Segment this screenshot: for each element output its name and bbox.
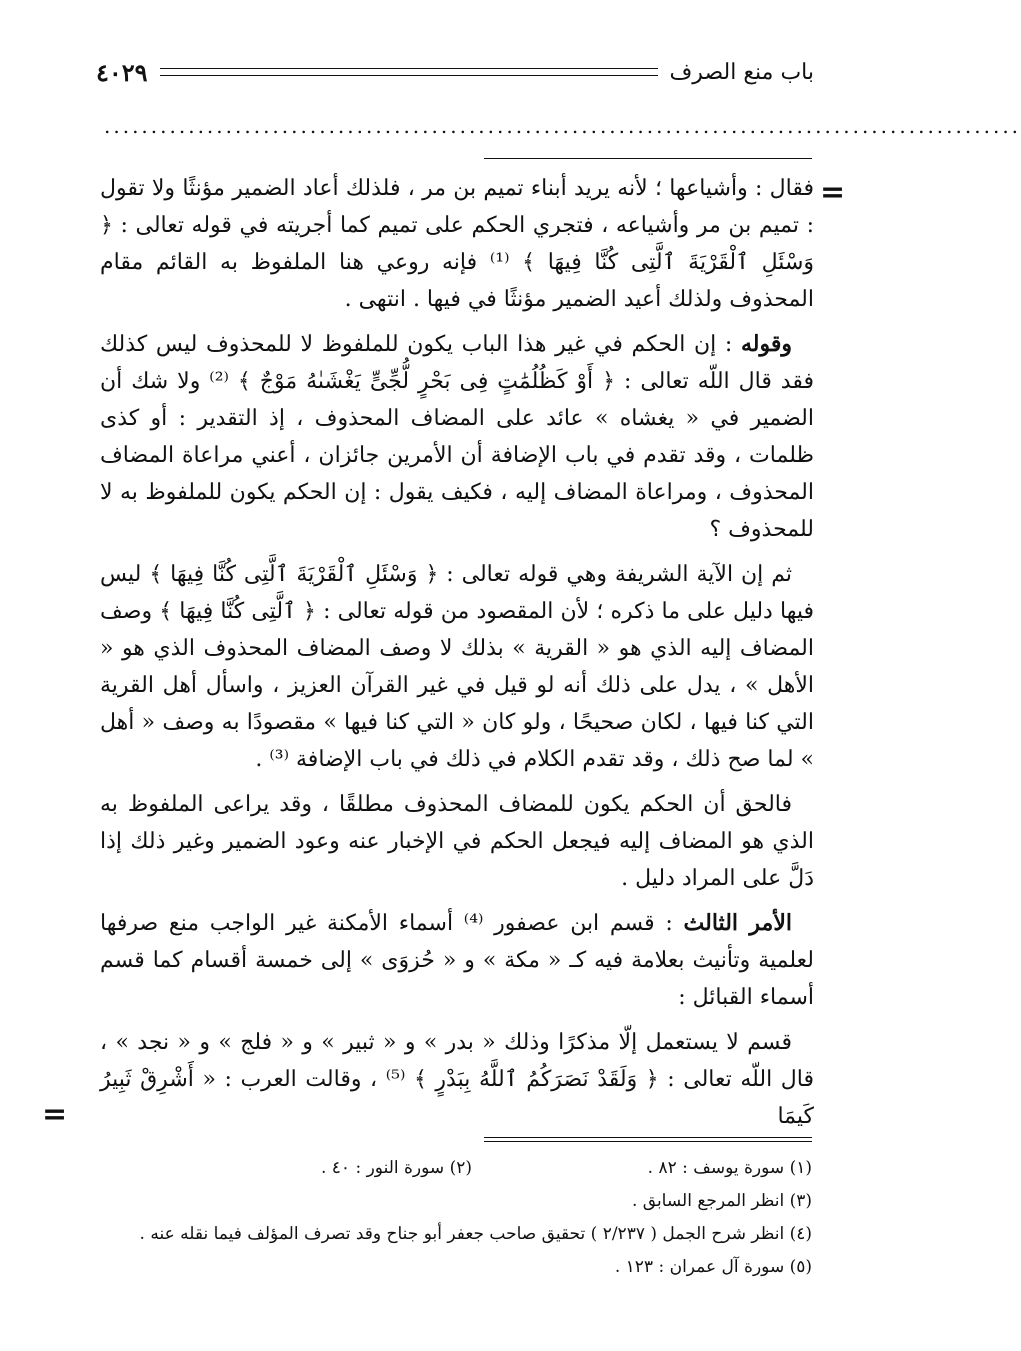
continuation-mark-start: = bbox=[820, 175, 846, 210]
paragraph-2 bbox=[100, 326, 814, 548]
dotted-separator: .................................................................................................. bbox=[104, 114, 1021, 138]
footnote-3: (٣) انظر المرجع السابق . bbox=[631, 1191, 812, 1211]
paragraph-6 bbox=[100, 1024, 814, 1135]
top-rule bbox=[484, 158, 812, 159]
paragraph-text: ثم إن الآية الشريفة وهي قوله تعالى : ﴿ وَسْئَلِ ٱلْقَرْيَةَ ٱلَّتِى كُنَّا فِيهَا ﴾ ليس فيها دليل على ما ذكره ؛ لأن المقصود من قوله تعالى : ﴿ ٱلَّتِى كُنَّا فِيهَا ﴾ وصف المضاف إليه الذي هو « القرية » بذلك لا وصف المضاف المحذوف الذي هو « الأهل » ، يدل على ذلك أنه لو قيل في غير القرآن العزيز ، واسأل أهل القرية التي كنا فيها ، لكان صحيحًا ، ولو كان « التي كنا فيها » مقصودًا به وصف « أهل » لما صح ذلك ، وقد تقدم الكلام في ذلك في باب الإضافة ⁽³⁾ . bbox=[100, 562, 814, 772]
paragraph-5 bbox=[100, 905, 814, 1016]
paragraph-3 bbox=[100, 556, 814, 778]
paragraph-text: فالحق أن الحكم يكون للمضاف المحذوف مطلقًا ، وقد يراعى الملفوظ به الذي هو المضاف إليه فيجعل الحكم في الإخبار عنه وعود الضمير وغير ذلك إذا دَلَّ على المراد دليل . bbox=[100, 792, 814, 891]
footnote-1: (١) سورة يوسف : ٨٢ . bbox=[647, 1158, 812, 1178]
footnote-5: (٥) سورة آل عمران : ١٢٣ . bbox=[614, 1257, 812, 1277]
main-text bbox=[100, 170, 814, 1143]
paragraph-text: : إن الحكم في غير هذا الباب يكون للملفوظ لا للمحذوف ليس كذلك فقد قال اللّه تعالى : ﴿ أَوْ كَظُلُمَٰتٍ فِى بَحْرٍ لُّجِّىٍّ يَغْشَىٰهُ مَوْجٌ ﴾ ⁽²⁾ ولا شك أن الضمير في « يغشاه » عائد على المضاف المحذوف ، إذ التقدير : أو كذى ظلمات ، وقد تقدم في باب الإضافة أن الأمرين جائزان ، أعني مراعاة المضاف المحذوف ، ومراعاة المضاف إليه ، فكيف يقول : إن الحكم يكون للملفوظ به لا للمحذوف ؟ bbox=[100, 332, 814, 542]
paragraph-lead: وقوله bbox=[740, 331, 792, 357]
footnotes bbox=[100, 1152, 812, 1284]
paragraph-4 bbox=[100, 786, 814, 897]
footnote-2: (٢) سورة النور : ٤٠ . bbox=[320, 1158, 472, 1178]
chapter-title: باب منع الصرف bbox=[669, 59, 814, 85]
paragraph-text: : قسم ابن عصفور ⁽⁴⁾ أسماء الأمكنة غير الواجب منع صرفها لعلمية وتأنيث بعلامة فيه كـ « مكة » و « حُزوَى » إلى خمسة أقسام كما قسم أسماء القبائل : bbox=[100, 911, 814, 1010]
page-number: ٤٠٢٩ bbox=[96, 57, 148, 87]
paragraph-1 bbox=[100, 170, 814, 318]
footnote-row bbox=[100, 1152, 812, 1185]
continuation-mark-end: = bbox=[42, 1097, 68, 1132]
footnote-4: (٤) انظر شرح الجمل ( ٢/٢٣٧ ) تحقيق صاحب جعفر أبو جناح وقد تصرف المؤلف فيما نقله عنه . bbox=[139, 1224, 812, 1244]
footnote-separator-2 bbox=[484, 1141, 812, 1142]
footnote-separator bbox=[484, 1137, 812, 1138]
running-header bbox=[96, 52, 814, 92]
paragraph-lead: الأمر الثالث bbox=[683, 910, 792, 936]
paragraph-text: فقال : وأشياعها ؛ لأنه يريد أبناء تميم بن مر ، فلذلك أعاد الضمير مؤنثًا ولا تقول : تميم بن مر وأشياعه ، فتجري الحكم على تميم كما أجريته في قوله تعالى : ﴿ وَسْئَلِ ٱلْقَرْيَةَ ٱلَّتِى كُنَّا فِيهَا ﴾ ⁽¹⁾ فإنه روعي هنا الملفوظ به القائم مقام المحذوف ولذلك أعيد الضمير مؤنثًا في فيها . انتهى . bbox=[100, 176, 814, 312]
paragraph-text: قسم لا يستعمل إلّا مذكرًا وذلك « بدر » و « ثبير » و « فلج » و « نجد » ، قال اللّه تعالى : ﴿ وَلَقَدْ نَصَرَكُمُ ٱللَّهُ بِبَدْرٍ ﴾ ⁽⁵⁾ ، وقالت العرب : « أَشْرِقْ ثَبِيرُ كَيمَا bbox=[100, 1030, 814, 1129]
header-double-rule bbox=[160, 68, 658, 76]
